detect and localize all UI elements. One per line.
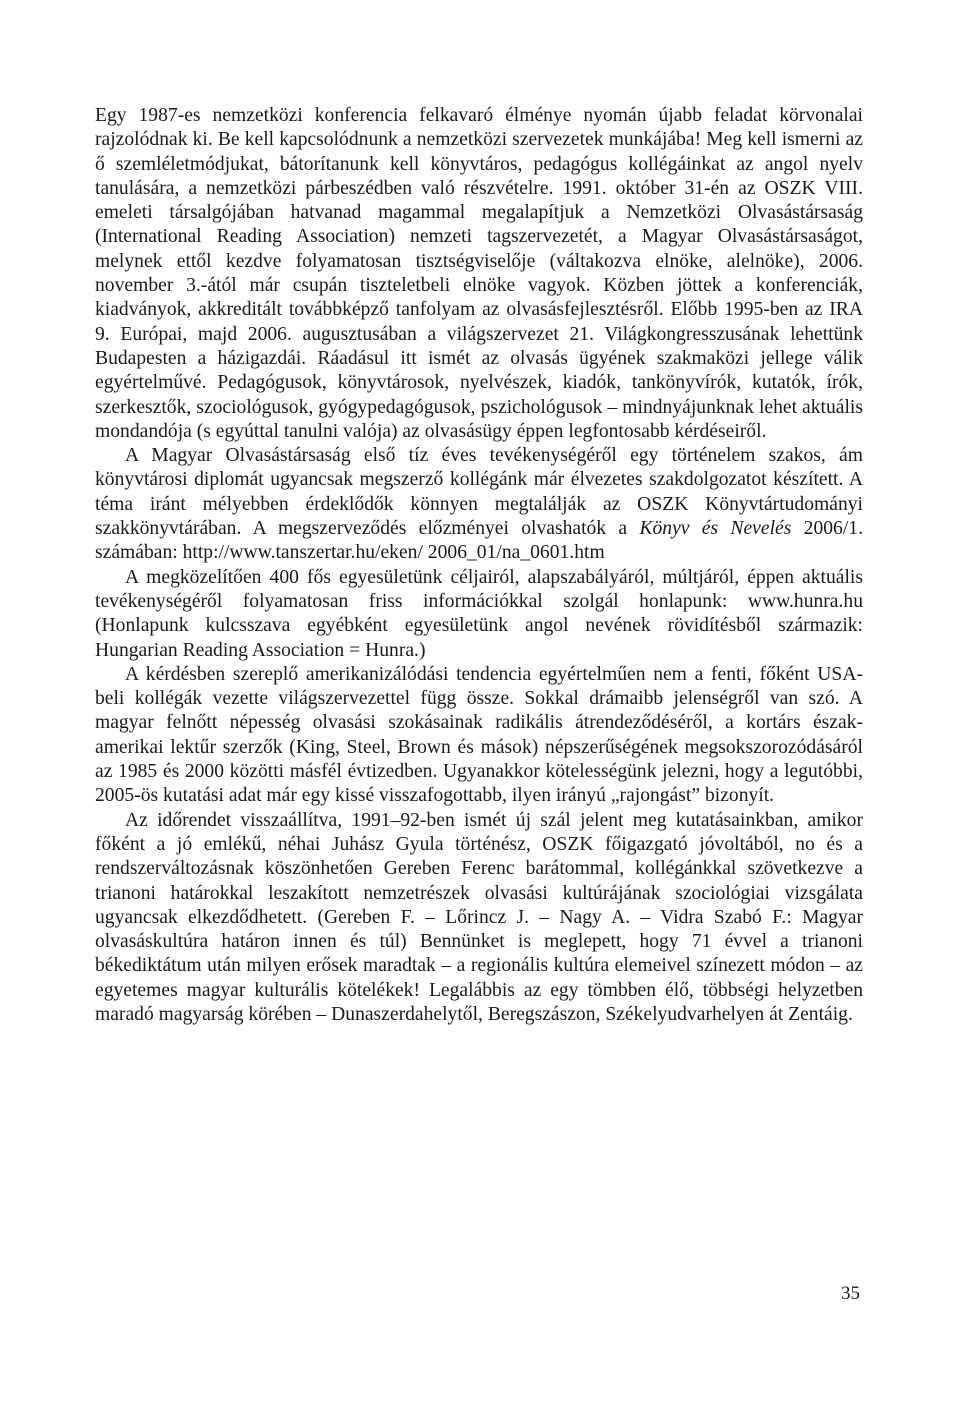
book-title-konyv-es-neveles: Könyv és Nevelés (639, 518, 792, 540)
paragraph-2 (95, 444, 863, 565)
paragraph-1-text: Egy 1987-es nemzetközi konferencia felkavaró élménye nyomán újabb feladat körvonalai rajzolódnak ki. Be kell kapcsolódnunk a nemzetközi szervezetek munkájába! Meg kell ismerni az ő szemléletmódjukat, bátorítanunk kell könyvtáros, pedagógus kollégáinkat az angol nyelv tanulására, a nemzetközi párbeszédben való részvételre. 1991. október 31-én az OSZK VIII. emeleti társalgójában hatvanad magammal megalapítjuk a Nemzetközi Olvasástársaság (International Reading Association) nemzeti tagszervezetét, a Magyar Olvasástársaságot, melynek ettől kezdve folyamatosan tisztségviselője (váltakozva elnöke, alelnöke), 2006. november 3.-ától már csupán tiszteletbeli elnöke vagyok. Közben jöttek a konferenciák, kiadványok, akkreditált továbbképző tanfolyam az olvasásfejlesztésről. Előbb 1995-ben az IRA 9. Európai, majd 2006. augusztusában a világszervezet 21. Világkongresszusának lehettünk Budapesten a házigazdái. Ráadásul itt ismét az olvasás ügyének szakmaközi jellege válik egyértelművé. Pedagógusok, könyvtárosok, nyelvészek, kiadók, tankönyvírók, kutatók, írók, szerkesztők, szociológusok, gyógypedagógusok, pszichológusok – mindnyájunknak lehet aktuális mondandója (s egyúttal tanulni valója) az olvasásügy éppen legfontosabb kérdéseiről. (95, 105, 863, 442)
paragraph-1 (95, 104, 863, 444)
paragraph-2-text-end: 2006/1. számában: http://www.tanszertar.hu/eken/ 2006_01/na_0601.htm (95, 518, 863, 564)
page-body (95, 104, 863, 1027)
paragraph-3-text: A megközelítően 400 fős egyesületünk céljairól, alapszabályáról, múltjáról, éppen aktuális tevékenységéről folyamatosan friss információkkal szolgál honlapunk: www.hunra.hu (Honlapunk kulcsszava egyébként egyesületünk angol nevének rövidítésből származik: Hungarian Reading Association = Hunra.) (95, 566, 863, 661)
paragraph-4-text: A kérdésben szereplő amerikanizálódási tendencia egyértelműen nem a fenti, főként USA-beli kollégák vezette világszervezettel függ össze. Sokkal drámaibb jelenségről van szó. A magyar felnőtt népesség olvasási szokásainak radikális átrendeződéséről, a kortárs észak-amerikai lektűr szerzők (King, Steel, Brown és mások) népszerűségének megsokszorozódásáról az 1985 és 2000 közötti másfél évtizedben. Ugyanakkor kötelességünk jelezni, hogy a legutóbbi, 2005-ös kutatási adat már egy kissé visszafogottabb, ilyen irányú „rajongást” bizonyít. (95, 663, 863, 807)
paragraph-5 (95, 809, 863, 1028)
paragraph-2-text-start: A Magyar Olvasástársaság első tíz éves tevékenységéről egy történelem szakos, ám könyvtárosi diplomát ugyancsak megszerző kollégánk már élvezetes szakdolgozatot készített. A téma iránt mélyebben érdeklődők könnyen megtalálják az OSZK Könyvtártudományi szakkönyvtárában. A megszerveződés előzményei olvashatók a (95, 445, 863, 540)
paragraph-3 (95, 566, 863, 663)
page-number: 35 (841, 1283, 860, 1304)
paragraph-5-text: Az időrendet visszaállítva, 1991–92-ben ismét új szál jelent meg kutatásainkban, amikor főként a jó emlékű, néhai Juhász Gyula történész, OSZK főigazgató jóvoltából, no és a rendszerváltozásnak köszönhetően Gereben Ferenc barátommal, kollégánkkal szövetkezve a trianoni határokkal leszakított nemzetrészek olvasási kultúrájának szociológiai vizsgálata ugyancsak elkezdődhetett. (Gereben F. – Lőrincz J. – Nagy A. – Vidra Szabó F.: Magyar olvasáskultúra határon innen és túl) Bennünket is meglepett, hogy 71 évvel a trianoni békediktátum után milyen erősek maradtak – a regionális kultúra elemeivel színezett módon – az egyetemes magyar kulturális kötelékek! Legalábbis az egy tömbben élő, többségi helyzetben maradó magyarság körében – Dunaszerdahelytől, Beregszászon, Székelyudvarhelyen át Zentáig. (95, 809, 863, 1025)
paragraph-4 (95, 663, 863, 809)
